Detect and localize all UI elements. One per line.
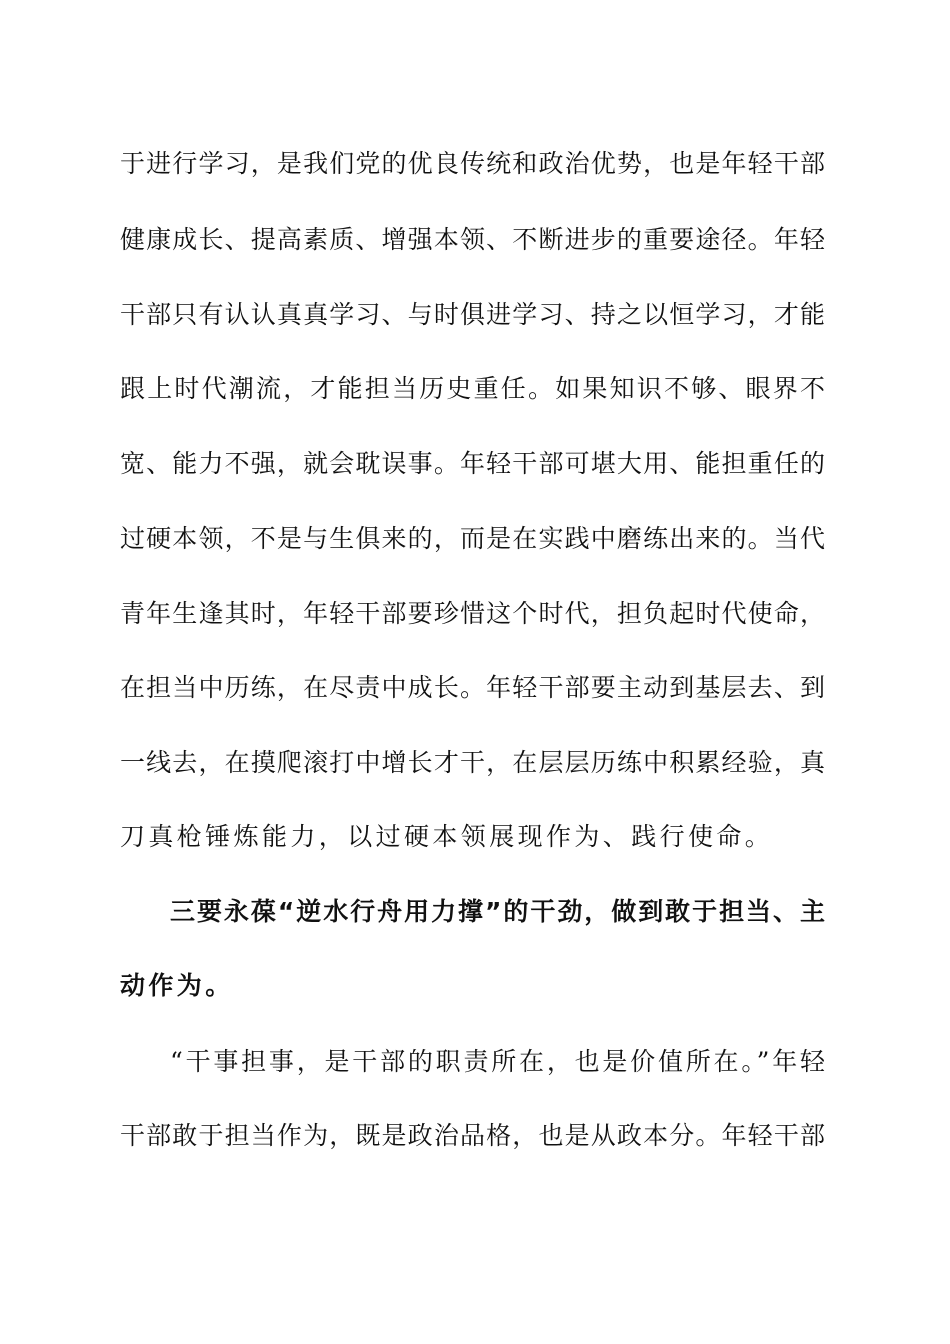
section-heading-line: 三要永葆“逆水行舟用力撑”的干劲，做到敢于担当、主 xyxy=(170,897,825,926)
body-text-line: 在担当中历练，在尽责中成长。年轻干部要主动到基层去、到 xyxy=(120,673,825,702)
section-heading-line: 动作为。 xyxy=(120,971,234,1000)
body-text-line: “干事担事，是干部的职责所在，也是价值所在。”年轻 xyxy=(170,1047,825,1076)
body-text-line: 宽、能力不强，就会耽误事。年轻干部可堪大用、能担重任的 xyxy=(120,449,825,478)
body-text-line: 跟上时代潮流，才能担当历史重任。如果知识不够、眼界不 xyxy=(120,374,825,403)
body-text-line: 一线去，在摸爬滚打中增长才干，在层层历练中积累经验，真 xyxy=(120,748,825,777)
body-text-line: 干部只有认认真真学习、与时俱进学习、持之以恒学习，才能 xyxy=(120,300,825,329)
body-text-line: 刀真枪锤炼能力，以过硬本领展现作为、践行使命。 xyxy=(120,822,774,851)
body-text-line: 干部敢于担当作为，既是政治品格，也是从政本分。年轻干部 xyxy=(120,1121,825,1150)
body-text-line: 过硬本领，不是与生俱来的，而是在实践中磨练出来的。当代 xyxy=(120,524,825,553)
body-text-line: 健康成长、提高素质、增强本领、不断进步的重要途径。年轻 xyxy=(120,225,825,254)
body-text-line: 青年生逢其时，年轻干部要珍惜这个时代，担负起时代使命， xyxy=(120,599,825,628)
body-text-line: 于进行学习，是我们党的优良传统和政治优势，也是年轻干部 xyxy=(120,149,825,178)
